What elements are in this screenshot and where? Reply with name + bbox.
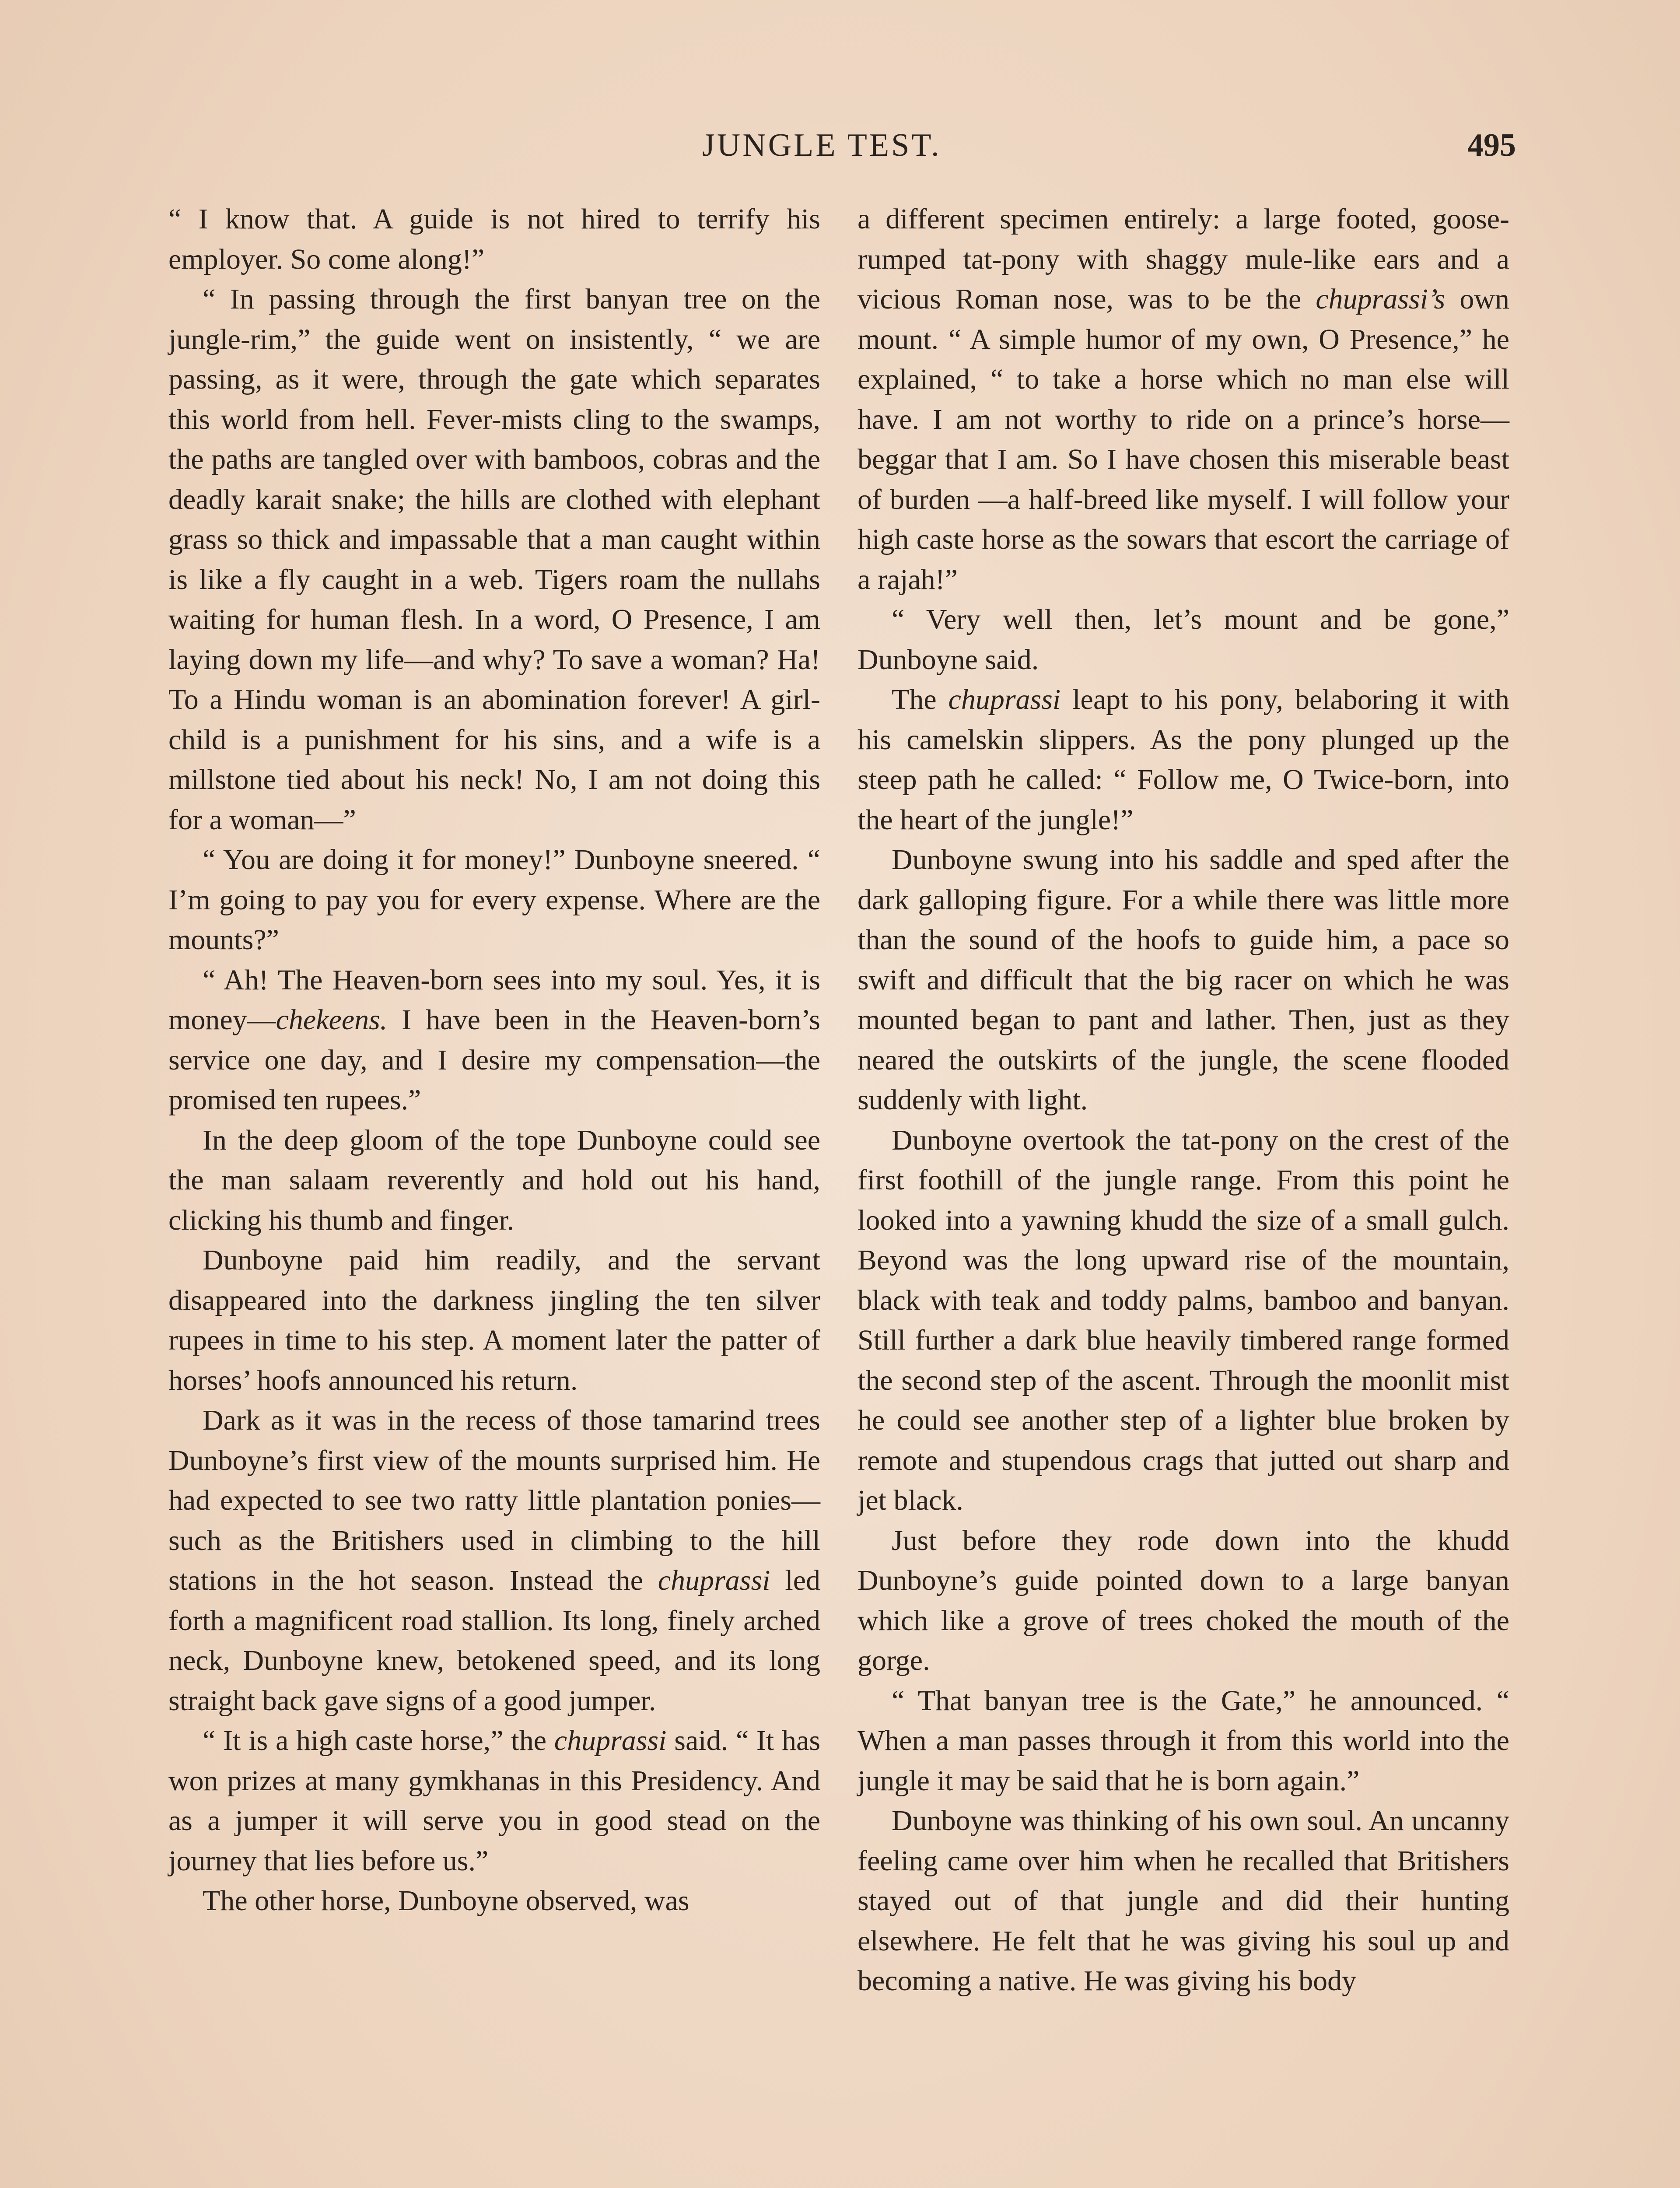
paragraph: “ You are doing it for money!” Dunboyne sneered. “ I’m going to pay you for every expense. Where are the mounts?” [168,844,820,956]
paragraph: In the deep gloom of the tope Dunboyne could see the man salaam reverently and hold out his hand, clicking his thumb and finger. [168,1124,820,1236]
running-title: JUNGLE TEST. [702,127,942,163]
paragraph [168,960,820,1120]
text-run: leapt to his pony, belaboring it with his camelskin slippers. As the pony plunged up the steep path he called: “ Follow me, O Twice-born, into the heart of the jungle!” [858,684,1509,836]
text-run: “ Ah! The Heaven-born sees into my soul. Yes, it is money— [168,964,820,1036]
text-run: I have been in the Heaven-born’s service one day, and I desire my compensation—the promised ten rupees.” [168,1004,820,1116]
paragraph [858,680,1509,840]
paragraph: Dunboyne was thinking of his own soul. An uncanny feeling came over him when he recalled that Britishers stayed out of that jungle and did their hunting elsewhere. He felt that he was giving his soul up and becoming a native. He was giving his body [858,1805,1509,1997]
paragraph: Dunboyne swung into his saddle and sped after the dark galloping figure. For a while there was little more than the sound of the hoofs to guide him, a pace so swift and difficult that the big racer on which he was mounted began to pant and lather. Then, just as they neared the outskirts of the jungle, the scene flooded suddenly with light. [858,844,1509,1116]
paragraph: “ That banyan tree is the Gate,” he announced. “ When a man passes through it from this world into the jungle it may be said that he is born again.” [858,1684,1509,1797]
italic-term: chuprassi [554,1725,667,1757]
italic-term: chuprassi’s [1316,283,1446,315]
paragraph: “ I know that. A guide is not hired to terrify his employer. So come along!” [168,203,820,275]
paragraph [858,199,1509,600]
right-column [858,199,1509,2001]
text-run: said. “ It has won prizes at many gymkhanas in this Presidency. And as a jumper it will serve you in good stead on the journey that lies before us.” [168,1725,821,1877]
italic-term: chekeens. [276,1004,388,1036]
italic-term: chuprassi [658,1564,770,1596]
paragraph: The other horse, Dunboyne observed, was [203,1885,690,1917]
paragraph: Dunboyne overtook the tat-pony on the crest of the first foothill of the jungle range. From this point he looked into a yawning khudd the size of a small gulch. Beyond was the long upward rise of the mountain, black with teak and toddy palms, bamboo and banyan. Still further a dark blue heavily timbered range formed the second step of the ascent. Through the moonlit mist he could see another step of a lighter blue broken by remote and stupendous crags that jutted out sharp and jet black. [858,1124,1509,1516]
page-number: 495 [1467,127,1516,163]
page-header [168,127,1516,175]
left-column [168,199,820,1921]
paragraph [168,1400,820,1721]
text-run: led forth a magnificent road stallion. Its long, finely arched neck, Dunboyne knew, betokened speed, and its long straight back gave signs of a good jumper. [168,1564,820,1717]
paragraph: “ Very well then, let’s mount and be gone,” Dunboyne said. [858,603,1509,676]
text-run: The [892,684,948,715]
paragraph [168,1721,820,1881]
paragraph: “ In passing through the first banyan tree on the jungle-rim,” the guide went on insistently, “ we are passing, as it were, through the gate which separates this world from hell. Fever-mists cling to the swamps, the paths are tangled over with bamboos, cobras and the deadly karait snake; the hills are clothed with elephant grass so thick and impassable that a man caught within is like a fly caught in a web. Tigers roam the nullahs waiting for human flesh. In a word, O Presence, I am laying down my life—and why? To save a woman? Ha! To a Hindu woman is an abomination forever! A girl-child is a punishment for his sins, and a wife is a millstone tied about his neck! No, I am not doing this for a woman—” [168,283,820,836]
text-run: Dark as it was in the recess of those tamarind trees Dunboyne’s first view of the mounts surprised him. He had expected to see two ratty little plantation ponies—such as the Britishers used in climbing to the hill stations in the hot season. Instead the [168,1404,820,1596]
paragraph: Dunboyne paid him readily, and the servant disappeared into the darkness jingling the ten silver rupees in time to his step. A moment later the patter of horses’ hoofs announced his return. [168,1244,820,1396]
paragraph: Just before they rode down into the khudd Dunboyne’s guide pointed down to a large banyan which like a grove of trees choked the mouth of the gorge. [858,1524,1509,1676]
text-run: own mount. “ A simple humor of my own, O Presence,” he explained, “ to take a horse which no man else will have. I am not worthy to ride on a prince’s horse—beggar that I am. So I have chosen this miserable beast of burden —a half-breed like myself. I will follow your high caste horse as the sowars that escort the carriage of a rajah!” [858,283,1509,596]
italic-term: chuprassi [948,684,1061,715]
text-run: a different specimen entirely: a large footed, goose-rumped tat-pony with shaggy mule-like ears and a vicious Roman nose, was to be the [858,203,1509,315]
text-run: “ It is a high caste horse,” the [203,1725,554,1757]
